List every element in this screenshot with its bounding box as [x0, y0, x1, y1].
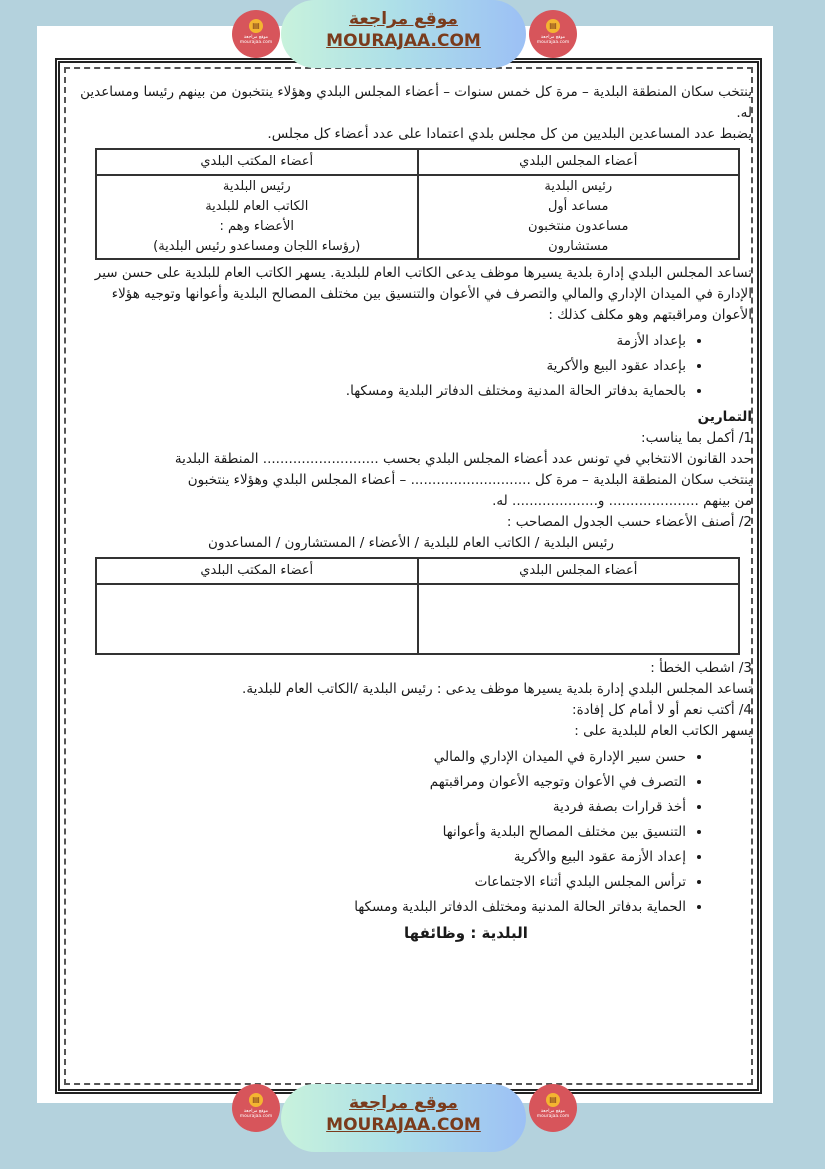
exercise-1-title: 1/ أكمل بما يناسب:	[641, 430, 752, 446]
empty-answer-cell-office[interactable]	[96, 584, 418, 654]
logo-text: موقع مراجعة	[243, 1109, 269, 1114]
table-cell-line: مساعدون منتخبون	[528, 219, 629, 234]
duties-list	[70, 329, 704, 404]
council-members-cell	[418, 175, 740, 259]
list-item: • إعداد الأزمة عقود البيع والأكرية	[70, 845, 686, 870]
exercise-1-line-3: من بينهم ..................... و.................... له.	[492, 493, 752, 509]
empty-answer-cell-council[interactable]	[418, 584, 740, 654]
table-header-office: أعضاء المكتب البلدي	[96, 149, 418, 175]
banner-arabic-label[interactable]: موقع مراجعة	[349, 1093, 458, 1113]
table-header-council: أعضاء المجلس البلدي	[418, 558, 740, 584]
logo-text: موقع مراجعة	[540, 1109, 566, 1114]
table-header-office: أعضاء المكتب البلدي	[96, 558, 418, 584]
list-item: • أخذ قرارات بصفة فردية	[70, 795, 686, 820]
exercise-2-word-bank: رئيس البلدية / الكاتب العام للبلدية / الأعضاء / المستشارون / المساعدون	[208, 535, 614, 551]
banner-arabic-label[interactable]: موقع مراجعة	[349, 9, 458, 29]
table-cell-line: مساعد أول	[547, 199, 609, 214]
logo-badge-top-right[interactable]	[529, 10, 577, 58]
intro-paragraph: ينتخب سكان المنطقة البلدية – مرة كل خمس سنوات – أعضاء المجلس البلدي وهؤلاء ينتخبون من بينهم رئيسا ومساعدين له.	[80, 84, 752, 121]
list-item: • ترأس المجلس البلدي أثناء الاجتماعات	[70, 870, 686, 895]
list-item: • بإعداد الأزمة	[70, 329, 686, 354]
table-cell-line: (رؤساء اللجان ومساعدو رئيس البلدية)	[153, 239, 361, 254]
table-cell-line: الأعضاء وهم :	[219, 219, 295, 234]
secretary-paragraph: تساعد المجلس البلدي إدارة بلدية يسيرها موظف يدعى الكاتب العام للبلدية. يسهر الكاتب العام للبلدية على حسن سير الإدارة في الميدان الإداري والمالي والتصرف في الأعوان والتنسيق بين مختلف المصالح البلدية وأعوانها وتوجيه هؤلاء الأعوان ومراقبتهم وهو مكلف كذلك :	[94, 265, 752, 323]
logo-url: mourajaa.com	[536, 1114, 570, 1119]
logo-url: mourajaa.com	[239, 1114, 273, 1119]
document-body	[70, 82, 752, 944]
table-cell-line: رئيس البلدية	[544, 179, 613, 194]
exercise-2-title: 2/ أصنف الأعضاء حسب الجدول المصاحب :	[506, 514, 752, 530]
exercises-heading: التمارين	[697, 409, 752, 425]
book-icon: ▤	[546, 1093, 560, 1107]
logo-text: موقع مراجعة	[243, 35, 269, 40]
site-banner-top[interactable]	[281, 0, 526, 68]
book-icon: ▤	[546, 19, 560, 33]
list-item: • بإعداد عقود البيع والأكرية	[70, 354, 686, 379]
logo-text: موقع مراجعة	[540, 35, 566, 40]
exercise-4-intro: يسهر الكاتب العام للبلدية على :	[574, 723, 752, 739]
exercise-1-line-1: حدد القانون الانتخابي في تونس عدد أعضاء المجلس البلدي بحسب ........................... المنطقة البلدية	[174, 451, 752, 467]
logo-badge-bottom-left[interactable]	[232, 1084, 280, 1132]
site-banner-bottom[interactable]	[281, 1084, 526, 1152]
list-item: • الحماية بدفاتر الحالة المدنية ومختلف الدفاتر البلدية ومسكها	[70, 895, 686, 920]
exercise-3-line: تساعد المجلس البلدي إدارة بلدية يسيرها موظف يدعى : رئيس البلدية /الكاتب العام للبلدية.	[242, 681, 752, 697]
classification-table	[95, 557, 740, 655]
office-members-cell	[96, 175, 418, 259]
list-item: • التصرف في الأعوان وتوجيه الأعوان ومراقبتهم	[70, 770, 686, 795]
list-item: • حسن سير الإدارة في الميدان الإداري والمالي	[70, 745, 686, 770]
logo-url: mourajaa.com	[536, 40, 570, 45]
table-cell-line: مستشارون	[548, 239, 609, 254]
list-item: • بالحماية بدفاتر الحالة المدنية ومختلف الدفاتر البلدية ومسكها.	[70, 379, 686, 404]
table-cell-line: الكاتب العام للبلدية	[205, 199, 309, 214]
book-icon: ▤	[249, 19, 263, 33]
lesson-title: البلدية : وظائفها	[404, 924, 528, 942]
book-icon: ▤	[249, 1093, 263, 1107]
logo-url: mourajaa.com	[239, 40, 273, 45]
logo-badge-top-left[interactable]	[232, 10, 280, 58]
banner-site-link[interactable]: MOURAJAA.COM	[326, 1115, 481, 1135]
assistants-paragraph: يضبط عدد المساعدين البلديين من كل مجلس بلدي اعتمادا على عدد أعضاء كل مجلس.	[267, 126, 752, 142]
council-members-table	[95, 148, 740, 260]
exercise-3-title: 3/ اشطب الخطأ :	[650, 660, 752, 676]
table-cell-line: رئيس البلدية	[222, 179, 291, 194]
banner-site-link[interactable]: MOURAJAA.COM	[326, 31, 481, 51]
exercise-4-list	[70, 745, 704, 920]
logo-badge-bottom-right[interactable]	[529, 1084, 577, 1132]
exercise-4-title: 4/ أكتب نعم أو لا أمام كل إفادة:	[572, 702, 752, 718]
exercise-1-line-2: ينتخب سكان المنطقة البلدية – مرة كل ............................ – أعضاء المجلس البلدي وهؤلاء ينتخبون	[187, 472, 752, 488]
table-header-council: أعضاء المجلس البلدي	[418, 149, 740, 175]
list-item: • التنسيق بين مختلف المصالح البلدية وأعوانها	[70, 820, 686, 845]
